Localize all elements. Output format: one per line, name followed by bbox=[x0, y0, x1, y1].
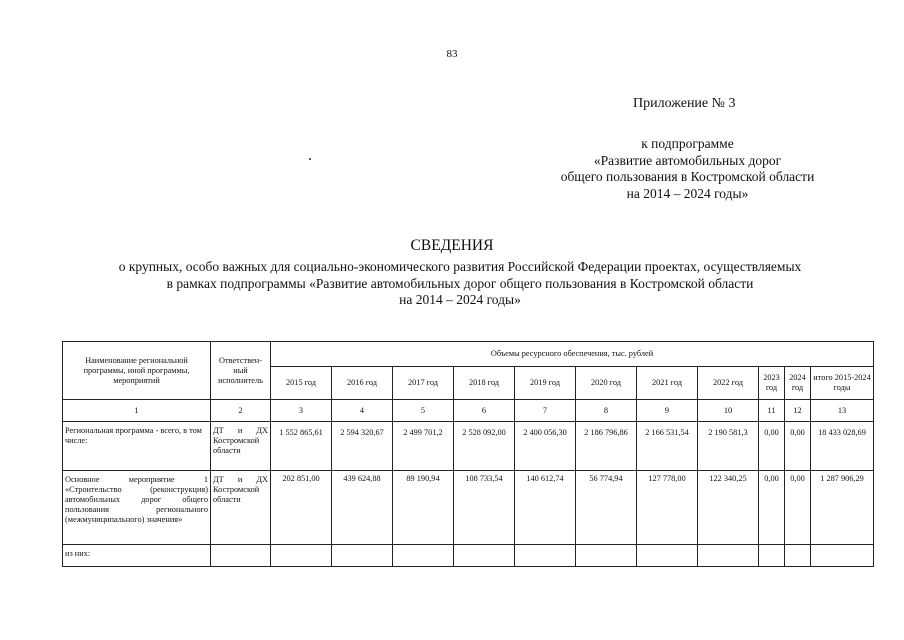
column-number-row bbox=[63, 400, 874, 422]
header-row bbox=[63, 342, 874, 367]
value-cell: 56 774,94 bbox=[576, 471, 637, 545]
year-header: 2020 год bbox=[576, 367, 637, 400]
value-cell: 2 528 092,00 bbox=[454, 422, 515, 471]
value-cell: 89 190,94 bbox=[393, 471, 454, 545]
value-cell: 2 190 581,3 bbox=[698, 422, 759, 471]
appendix-subtitle bbox=[530, 136, 845, 202]
subtitle-line: «Развитие автомобильных дорог bbox=[593, 152, 782, 168]
column-number: 11 bbox=[759, 400, 785, 422]
row-name: Региональная программа - всего, в том числе: bbox=[63, 422, 211, 471]
document-title: СВЕДЕНИЯ bbox=[410, 237, 494, 254]
empty-cell bbox=[576, 545, 637, 567]
column-number: 2 bbox=[211, 400, 271, 422]
row-responsible: ДТ и ДХ Костромской области bbox=[211, 422, 271, 471]
document-subtitle bbox=[40, 259, 880, 309]
column-number: 7 bbox=[515, 400, 576, 422]
empty-cell bbox=[759, 545, 785, 567]
header-name: Наименование региональной программы, иной программы, мероприятий bbox=[63, 342, 211, 400]
row-name: из них: bbox=[63, 545, 211, 567]
value-cell: 0,00 bbox=[759, 422, 785, 471]
value-cell: 2 400 056,30 bbox=[515, 422, 576, 471]
table-row bbox=[63, 422, 874, 471]
empty-cell bbox=[515, 545, 576, 567]
empty-cell bbox=[785, 545, 811, 567]
empty-cell bbox=[332, 545, 393, 567]
value-cell: 122 340,25 bbox=[698, 471, 759, 545]
value-cell: 1 552 865,61 bbox=[271, 422, 332, 471]
year-header: 2017 год bbox=[393, 367, 454, 400]
year-header: 2024 год bbox=[785, 367, 811, 400]
column-number: 12 bbox=[785, 400, 811, 422]
title-line: на 2014 – 2024 годы» bbox=[399, 292, 521, 307]
empty-cell bbox=[698, 545, 759, 567]
resource-table bbox=[62, 341, 874, 567]
year-header: 2022 год bbox=[698, 367, 759, 400]
total-header: итого 2015-2024 годы bbox=[811, 367, 874, 400]
value-cell: 0,00 bbox=[759, 471, 785, 545]
subtitle-line: к подпрограмме bbox=[641, 136, 734, 151]
subtitle-line: общего пользования в Костромской области bbox=[560, 169, 815, 184]
year-header: 2023 год bbox=[759, 367, 785, 400]
column-number: 3 bbox=[271, 400, 332, 422]
header-responsible: Ответствен-ный исполнитель bbox=[211, 342, 271, 400]
appendix-label: Приложение № 3 bbox=[633, 96, 736, 111]
value-cell: 2 499 701,2 bbox=[393, 422, 454, 471]
year-header: 2021 год bbox=[637, 367, 698, 400]
value-cell: 2 594 320,67 bbox=[332, 422, 393, 471]
subtitle-line: на 2014 – 2024 годы» bbox=[626, 185, 749, 201]
value-cell: 140 612,74 bbox=[515, 471, 576, 545]
column-number: 4 bbox=[332, 400, 393, 422]
empty-cell bbox=[454, 545, 515, 567]
table-row bbox=[63, 545, 874, 567]
column-number: 8 bbox=[576, 400, 637, 422]
row-responsible: ДТ и ДХ Костромской области bbox=[211, 471, 271, 545]
empty-cell bbox=[637, 545, 698, 567]
empty-cell bbox=[393, 545, 454, 567]
value-cell: 202 851,00 bbox=[271, 471, 332, 545]
empty-cell bbox=[211, 545, 271, 567]
year-header: 2019 год bbox=[515, 367, 576, 400]
page-number: 83 bbox=[446, 48, 458, 60]
row-name: Основное мероприятие 1 «Строительство (реконструкция) автомобильных дорог общего пользования регионального (межмуниципального) значения» bbox=[63, 471, 211, 545]
table-row bbox=[63, 471, 874, 545]
title-line: о крупных, особо важных для социально-экономического развития Российской Федерации проектах, осуществляемых bbox=[118, 259, 802, 274]
value-cell: 108 733,54 bbox=[454, 471, 515, 545]
value-cell: 0,00 bbox=[785, 422, 811, 471]
year-header: 2018 год bbox=[454, 367, 515, 400]
column-number: 6 bbox=[454, 400, 515, 422]
column-number: 9 bbox=[637, 400, 698, 422]
column-number: 13 bbox=[811, 400, 874, 422]
column-number: 1 bbox=[63, 400, 211, 422]
column-number: 10 bbox=[698, 400, 759, 422]
empty-cell bbox=[271, 545, 332, 567]
value-cell: 2 166 531,54 bbox=[637, 422, 698, 471]
value-cell: 2 186 796,86 bbox=[576, 422, 637, 471]
title-line: в рамках подпрограммы «Развитие автомобильных дорог общего пользования в Костромской области bbox=[166, 275, 754, 291]
value-cell: 127 778,00 bbox=[637, 471, 698, 545]
value-cell: 0,00 bbox=[785, 471, 811, 545]
scan-speck bbox=[309, 158, 311, 160]
year-header: 2016 год bbox=[332, 367, 393, 400]
total-cell: 18 433 028,69 bbox=[811, 422, 874, 471]
total-cell: 1 287 906,29 bbox=[811, 471, 874, 545]
empty-cell bbox=[811, 545, 874, 567]
header-group: Объемы ресурсного обеспечения, тыс. рублей bbox=[271, 342, 874, 367]
value-cell: 439 624,88 bbox=[332, 471, 393, 545]
year-header: 2015 год bbox=[271, 367, 332, 400]
column-number: 5 bbox=[393, 400, 454, 422]
